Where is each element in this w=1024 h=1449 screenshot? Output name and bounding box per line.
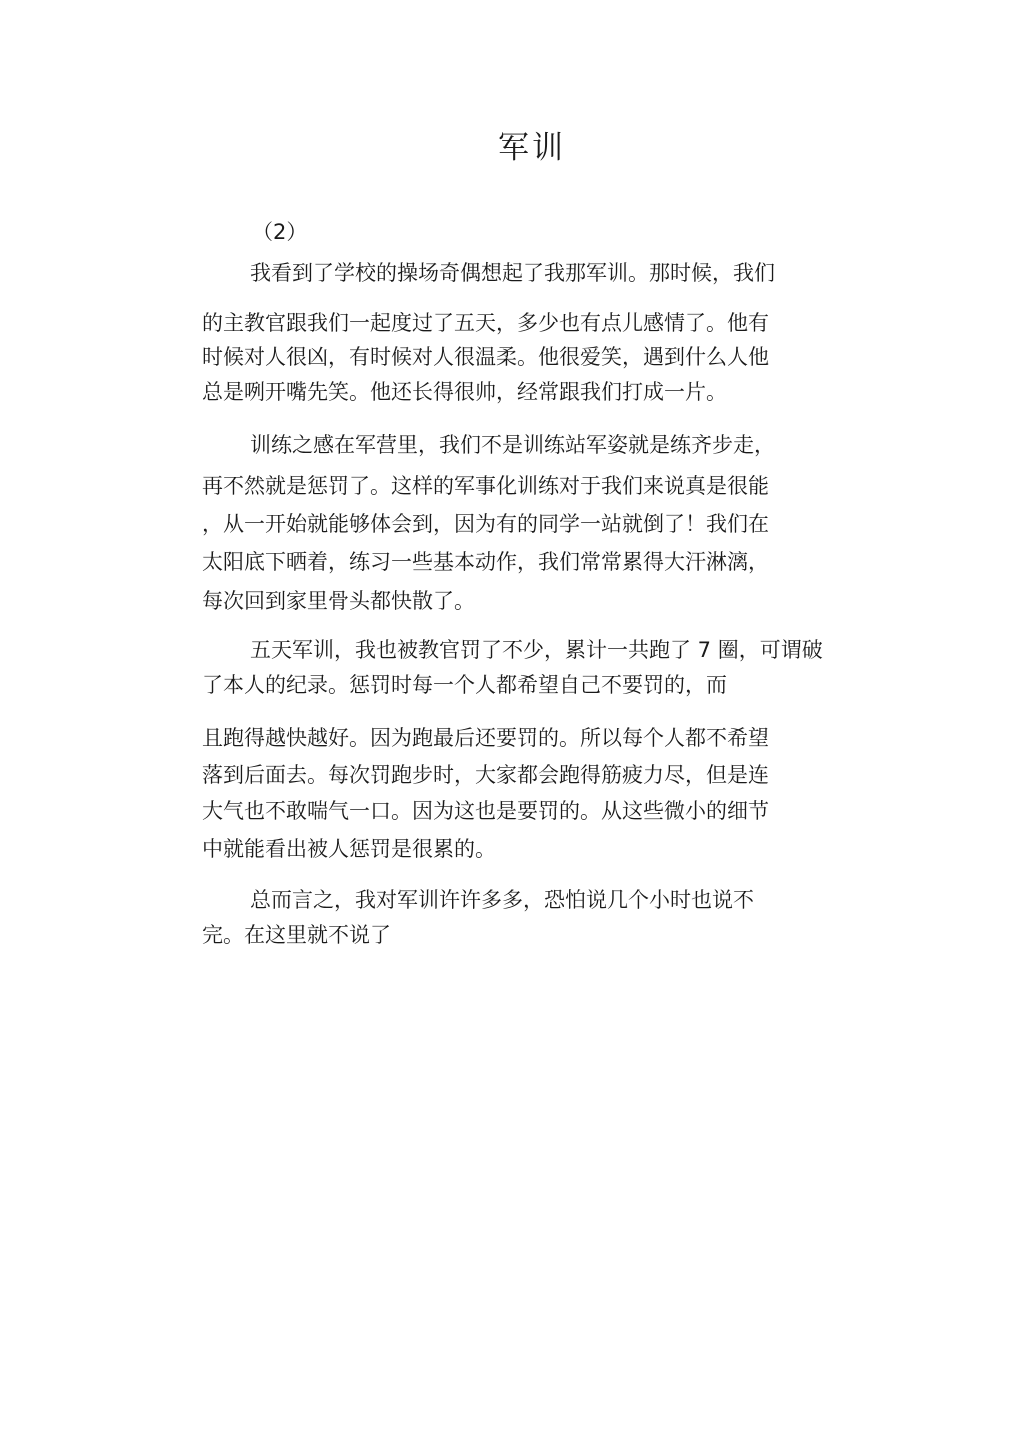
text-line: 落到后面去。每次罚跑步时，大家都会跑得筋疲力尽，但是连: [202, 763, 769, 787]
text-line: 中就能看出被人惩罚是很累的。: [202, 837, 496, 861]
text-line: 总而言之，我对军训许许多多，恐怕说几个小时也说不: [250, 888, 754, 912]
text-line: ，从一开始就能够体会到，因为有的同学一站就倒了！我们在: [202, 512, 769, 536]
document-subtitle: （2）: [252, 220, 308, 244]
text-line: 大气也不敢喘气一口。因为这也是要罚的。从这些微小的细节: [202, 799, 769, 823]
text-line: 时候对人很凶，有时候对人很温柔。他很爱笑，遇到什么人他: [202, 345, 769, 369]
text-line: 再不然就是惩罚了。这样的军事化训练对于我们来说真是很能: [202, 474, 769, 498]
text-line: 每次回到家里骨头都快散了。: [202, 589, 475, 613]
text-line: 完。在这里就不说了: [202, 923, 391, 947]
text-line: 训练之感在军营里，我们不是训练站军姿就是练齐步走，: [250, 433, 775, 457]
text-line: 我看到了学校的操场奇偶想起了我那军训。那时候，我们: [250, 261, 775, 285]
document-title: 军训: [498, 130, 566, 166]
text-line: 太阳底下晒着，练习一些基本动作，我们常常累得大汗淋漓，: [202, 550, 769, 574]
text-line: 总是咧开嘴先笑。他还长得很帅，经常跟我们打成一片。: [202, 380, 727, 404]
text-line: 的主教官跟我们一起度过了五天，多少也有点儿感情了。他有: [202, 311, 769, 335]
text-line: 了本人的纪录。惩罚时每一个人都希望自己不要罚的，而: [202, 673, 727, 697]
text-line: 五天军训，我也被教官罚了不少，累计一共跑了 7 圈，可谓破: [250, 638, 823, 662]
text-line: 且跑得越快越好。因为跑最后还要罚的。所以每个人都不希望: [202, 726, 769, 750]
